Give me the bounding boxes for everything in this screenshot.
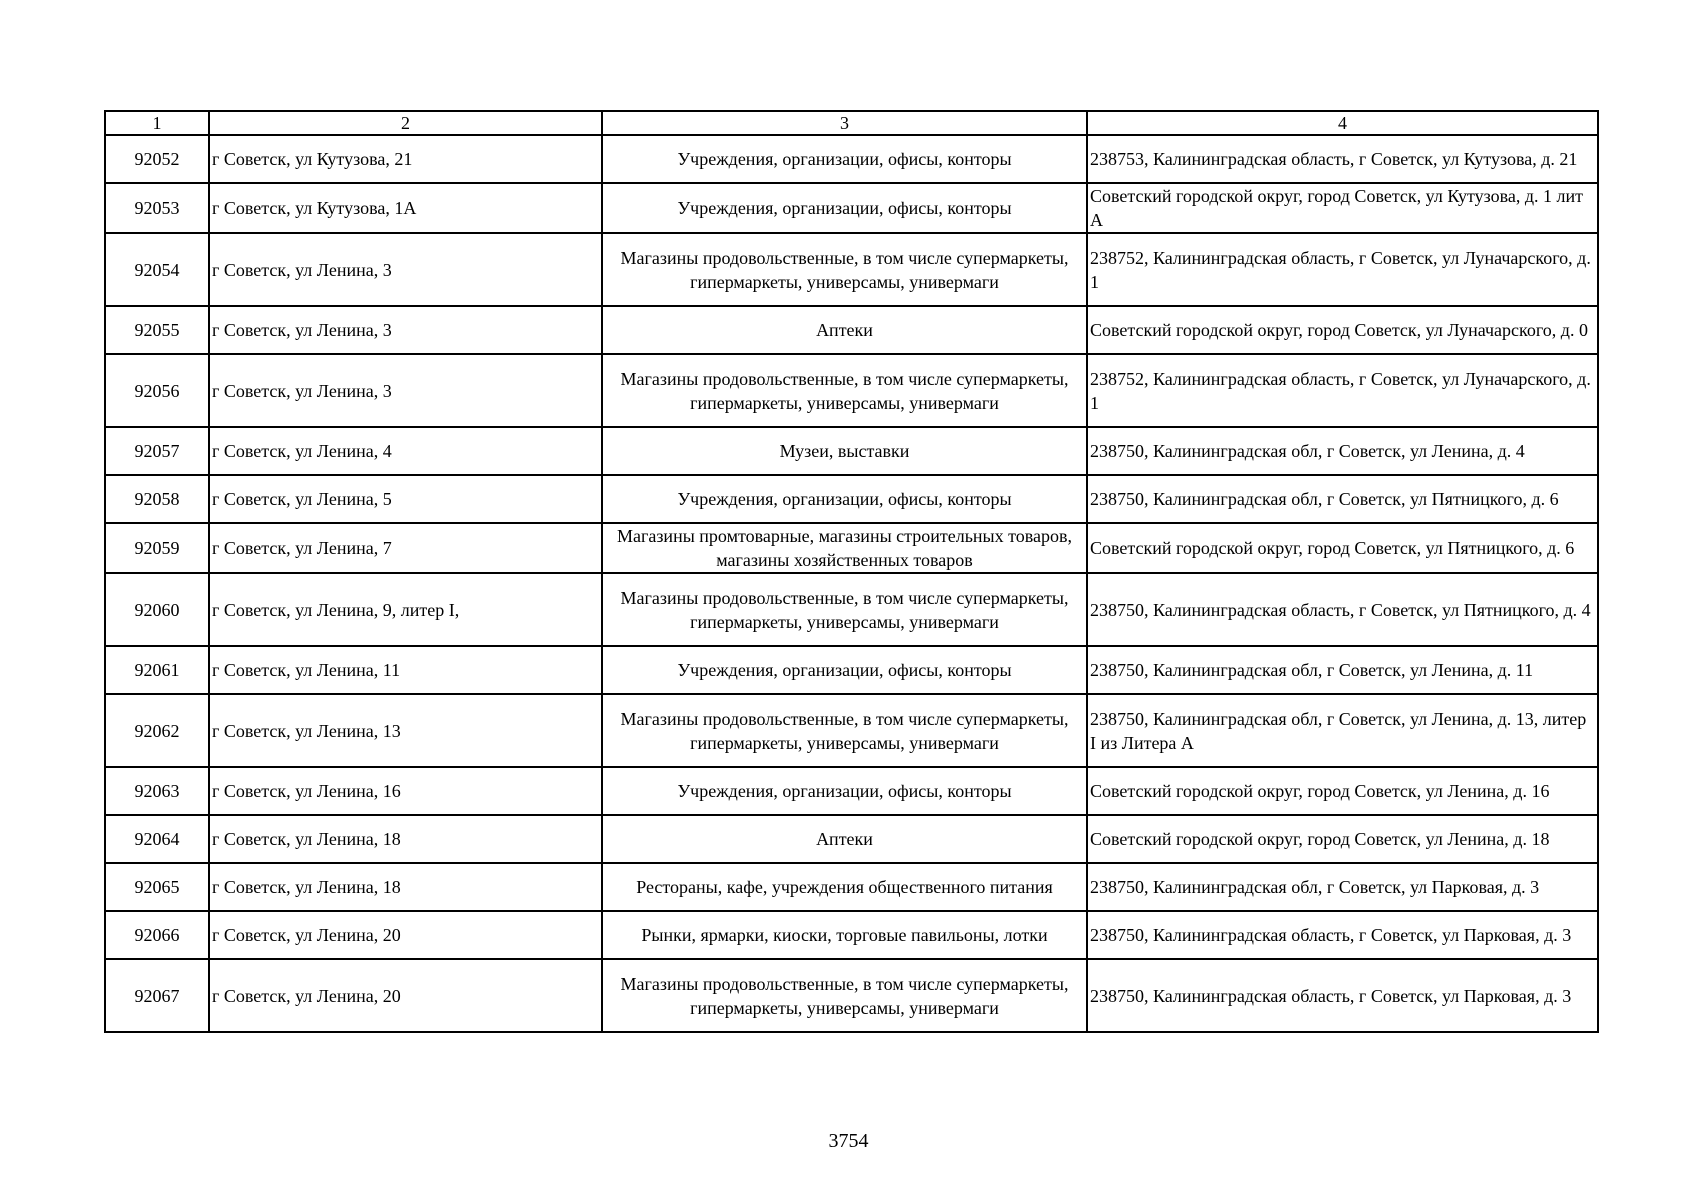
object-address-cell: г Советск, ул Кутузова, 21 xyxy=(209,135,602,183)
object-address-cell: г Советск, ул Ленина, 3 xyxy=(209,306,602,354)
header-cell-4: 4 xyxy=(1087,111,1598,135)
table-row xyxy=(105,306,1598,354)
category-cell: Музеи, выставки xyxy=(602,427,1087,475)
table-row xyxy=(105,523,1598,573)
header-cell-2: 2 xyxy=(209,111,602,135)
table-row xyxy=(105,183,1598,233)
category-cell: Магазины продовольственные, в том числе супермаркеты, гипермаркеты, универсамы, универмаги xyxy=(602,573,1087,646)
table-row xyxy=(105,959,1598,1032)
legal-address-cell: Советский городской округ, город Советск, ул Луначарского, д. 0 xyxy=(1087,306,1598,354)
object-address-cell: г Советск, ул Ленина, 13 xyxy=(209,694,602,767)
category-cell: Аптеки xyxy=(602,815,1087,863)
category-cell: Магазины продовольственные, в том числе супермаркеты, гипермаркеты, универсамы, универмаги xyxy=(602,959,1087,1032)
category-cell: Магазины продовольственные, в том числе супермаркеты, гипермаркеты, универсамы, универмаги xyxy=(602,233,1087,306)
id-cell: 92056 xyxy=(105,354,209,427)
table-row xyxy=(105,815,1598,863)
category-cell: Рестораны, кафе, учреждения общественного питания xyxy=(602,863,1087,911)
legal-address-cell: 238750, Калининградская обл, г Советск, ул Пятницкого, д. 6 xyxy=(1087,475,1598,523)
id-cell: 92062 xyxy=(105,694,209,767)
legal-address-cell: 238752, Калининградская область, г Советск, ул Луначарского, д. 1 xyxy=(1087,354,1598,427)
category-cell: Магазины промтоварные, магазины строительных товаров, магазины хозяйственных товаров xyxy=(602,523,1087,573)
header-cell-1: 1 xyxy=(105,111,209,135)
object-address-cell: г Советск, ул Ленина, 11 xyxy=(209,646,602,694)
id-cell: 92059 xyxy=(105,523,209,573)
header-cell-3: 3 xyxy=(602,111,1087,135)
id-cell: 92060 xyxy=(105,573,209,646)
table-row xyxy=(105,427,1598,475)
table-row xyxy=(105,863,1598,911)
object-address-cell: г Советск, ул Ленина, 4 xyxy=(209,427,602,475)
table-row xyxy=(105,233,1598,306)
object-address-cell: г Советск, ул Ленина, 18 xyxy=(209,863,602,911)
legal-address-cell: Советский городской округ, город Советск, ул Ленина, д. 18 xyxy=(1087,815,1598,863)
legal-address-cell: 238750, Калининградская область, г Советск, ул Пятницкого, д. 4 xyxy=(1087,573,1598,646)
object-address-cell: г Советск, ул Ленина, 9, литер I, xyxy=(209,573,602,646)
id-cell: 92058 xyxy=(105,475,209,523)
header-row xyxy=(105,111,1598,135)
id-cell: 92063 xyxy=(105,767,209,815)
table-row xyxy=(105,911,1598,959)
table-row xyxy=(105,694,1598,767)
registry-table xyxy=(104,110,1599,1033)
category-cell: Учреждения, организации, офисы, конторы xyxy=(602,183,1087,233)
page-number: 3754 xyxy=(828,1130,869,1152)
legal-address-cell: 238750, Калининградская область, г Советск, ул Парковая, д. 3 xyxy=(1087,911,1598,959)
object-address-cell: г Советск, ул Ленина, 20 xyxy=(209,959,602,1032)
object-address-cell: г Советск, ул Ленина, 18 xyxy=(209,815,602,863)
id-cell: 92066 xyxy=(105,911,209,959)
id-cell: 92052 xyxy=(105,135,209,183)
table-row xyxy=(105,767,1598,815)
legal-address-cell: 238750, Калининградская обл, г Советск, ул Ленина, д. 11 xyxy=(1087,646,1598,694)
id-cell: 92064 xyxy=(105,815,209,863)
id-cell: 92057 xyxy=(105,427,209,475)
legal-address-cell: 238750, Калининградская обл, г Советск, ул Ленина, д. 4 xyxy=(1087,427,1598,475)
category-cell: Учреждения, организации, офисы, конторы xyxy=(602,646,1087,694)
category-cell: Магазины продовольственные, в том числе супермаркеты, гипермаркеты, универсамы, универмаги xyxy=(602,354,1087,427)
object-address-cell: г Советск, ул Ленина, 7 xyxy=(209,523,602,573)
object-address-cell: г Советск, ул Ленина, 5 xyxy=(209,475,602,523)
category-cell: Аптеки xyxy=(602,306,1087,354)
id-cell: 92065 xyxy=(105,863,209,911)
table-row xyxy=(105,135,1598,183)
id-cell: 92053 xyxy=(105,183,209,233)
table-row xyxy=(105,646,1598,694)
legal-address-cell: Советский городской округ, город Советск, ул Ленина, д. 16 xyxy=(1087,767,1598,815)
object-address-cell: г Советск, ул Кутузова, 1А xyxy=(209,183,602,233)
legal-address-cell: 238752, Калининградская область, г Советск, ул Луначарского, д. 1 xyxy=(1087,233,1598,306)
category-cell: Учреждения, организации, офисы, конторы xyxy=(602,135,1087,183)
legal-address-cell: 238750, Калининградская обл, г Советск, ул Ленина, д. 13, литер I из Литера А xyxy=(1087,694,1598,767)
legal-address-cell: 238753, Калининградская область, г Советск, ул Кутузова, д. 21 xyxy=(1087,135,1598,183)
object-address-cell: г Советск, ул Ленина, 16 xyxy=(209,767,602,815)
category-cell: Рынки, ярмарки, киоски, торговые павильоны, лотки xyxy=(602,911,1087,959)
object-address-cell: г Советск, ул Ленина, 20 xyxy=(209,911,602,959)
id-cell: 92054 xyxy=(105,233,209,306)
table-row xyxy=(105,354,1598,427)
category-cell: Учреждения, организации, офисы, конторы xyxy=(602,475,1087,523)
legal-address-cell: 238750, Калининградская область, г Советск, ул Парковая, д. 3 xyxy=(1087,959,1598,1032)
category-cell: Магазины продовольственные, в том числе супермаркеты, гипермаркеты, универсамы, универмаги xyxy=(602,694,1087,767)
category-cell: Учреждения, организации, офисы, конторы xyxy=(602,767,1087,815)
id-cell: 92061 xyxy=(105,646,209,694)
legal-address-cell: Советский городской округ, город Советск, ул Пятницкого, д. 6 xyxy=(1087,523,1598,573)
table-row xyxy=(105,475,1598,523)
object-address-cell: г Советск, ул Ленина, 3 xyxy=(209,233,602,306)
table-row xyxy=(105,573,1598,646)
legal-address-cell: 238750, Калининградская обл, г Советск, ул Парковая, д. 3 xyxy=(1087,863,1598,911)
table-body xyxy=(105,135,1598,1032)
id-cell: 92067 xyxy=(105,959,209,1032)
legal-address-cell: Советский городской округ, город Советск, ул Кутузова, д. 1 лит А xyxy=(1087,183,1598,233)
id-cell: 92055 xyxy=(105,306,209,354)
object-address-cell: г Советск, ул Ленина, 3 xyxy=(209,354,602,427)
